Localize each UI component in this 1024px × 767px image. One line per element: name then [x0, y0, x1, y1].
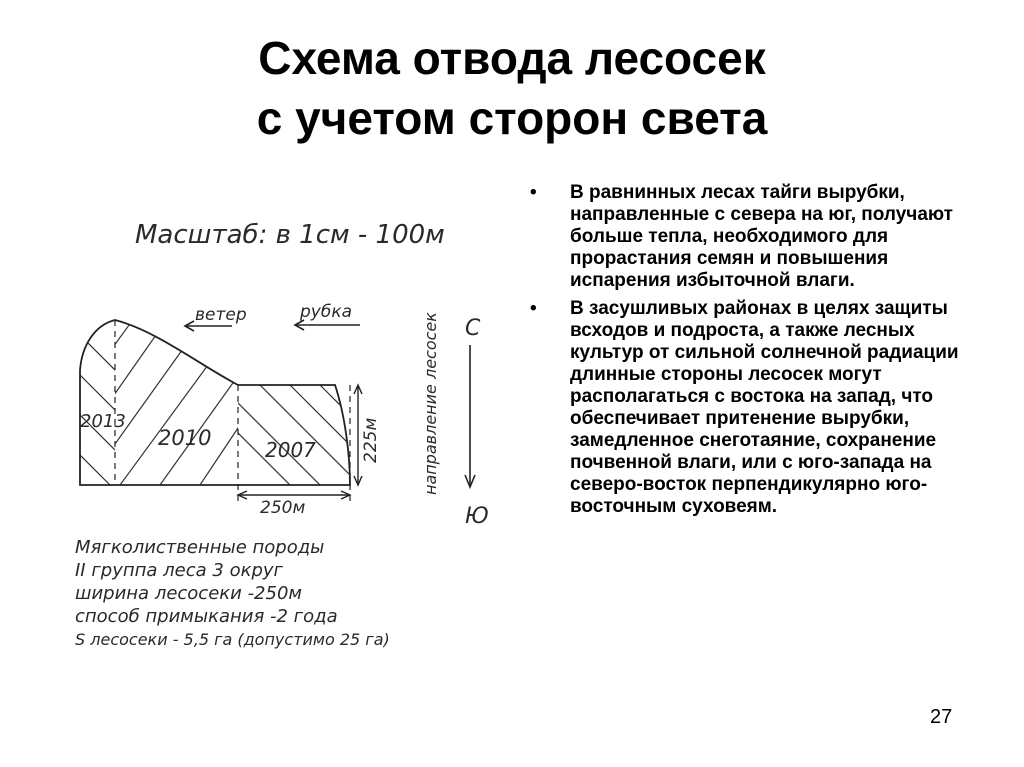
south-label: Ю — [465, 504, 489, 529]
bullet-list — [530, 182, 970, 524]
page-number: 27 — [930, 706, 953, 728]
width-label: 250м — [260, 498, 306, 518]
note-line-3: ширина лесосеки -250м — [75, 583, 302, 604]
north-label: С — [465, 316, 481, 341]
slide-title — [0, 28, 1024, 148]
plot-2013-label: 2013 — [80, 411, 126, 432]
bullet-item — [530, 182, 970, 292]
bullet-text: В засушливых районах в целях защиты всходов и подроста, а также лесных культур от сильной солнечной радиации длинные стороны лесосек могут располагаться с востока на запад, что обеспечивает притенение вырубки, замедленное снеготаяние, сохранение почвенной влаги, или с юго-запада на северо-восток перпендикулярно юго-восточным суховеям. — [570, 298, 959, 517]
scale-label: Масштаб: в 1см - 100м — [135, 220, 445, 250]
plot-2010-label: 2010 — [158, 426, 212, 450]
title-line-1: Схема отвода лесосек — [258, 32, 766, 84]
note-line-2: II группа леса 3 округ — [75, 560, 283, 581]
note-line-1: Мягколиственные породы — [75, 537, 325, 558]
plot-2007-label: 2007 — [265, 438, 316, 462]
wind-label: ветер — [195, 305, 247, 325]
bullet-item — [530, 298, 970, 518]
bullet-text: В равнинных лесах тайги вырубки, направленные с севера на юг, получают больше тепла, необходимого для прорастания семян и повышения испарения избыточной влаги. — [570, 182, 953, 291]
height-label: 225м — [361, 417, 381, 463]
cutting-label: рубка — [300, 302, 353, 322]
note-line-5: S лесосеки - 5,5 га (допустимо 25 га) — [75, 630, 390, 649]
bullet-dot: • — [530, 298, 537, 319]
title-line-2: с учетом сторон света — [256, 92, 768, 144]
bullet-dot: • — [530, 182, 537, 203]
scheme-drawing — [60, 195, 500, 665]
hand-drawn-scheme — [60, 195, 500, 665]
note-line-4: способ примыкания -2 года — [75, 606, 338, 627]
plot-2010-hatching — [100, 310, 280, 485]
direction-label: направление лесосек — [421, 312, 440, 495]
